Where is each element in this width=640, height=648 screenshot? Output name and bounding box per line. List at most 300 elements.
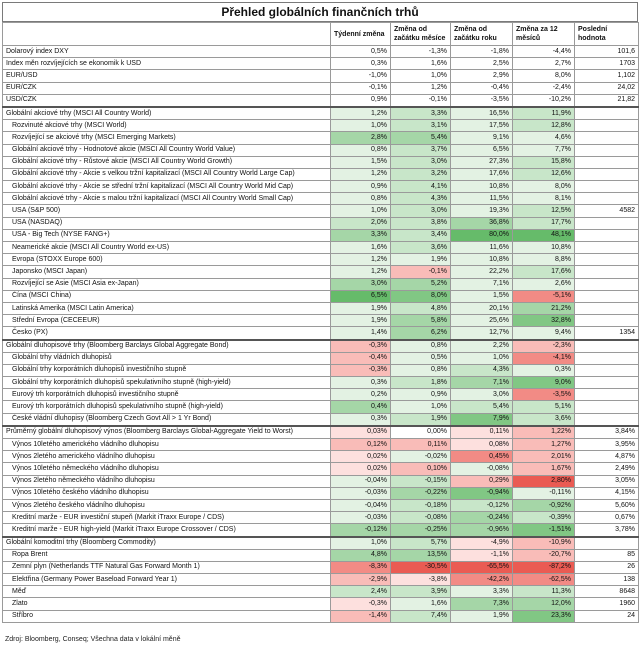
cell-ytd: -1,8% <box>451 46 513 58</box>
cell-weekly: -0,03% <box>331 487 391 499</box>
table-row <box>3 144 639 156</box>
cell-12m: 8,8% <box>513 254 575 266</box>
row-label: USA - Big Tech (NYSE FANG+) <box>3 229 331 241</box>
cell-ytd: 7,1% <box>451 377 513 389</box>
row-label: Globální trhy vládních dluhopisů <box>3 352 331 364</box>
cell-last: 8648 <box>575 586 639 598</box>
cell-ytd: 0,45% <box>451 451 513 463</box>
cell-weekly: 0,02% <box>331 451 391 463</box>
cell-ytd: 3,0% <box>451 389 513 401</box>
row-label: Kreditní marže - EUR investiční stupeň (Markit iTraxx Europe / CDS) <box>3 512 331 524</box>
cell-last <box>575 168 639 180</box>
cell-mtd: -0,22% <box>391 487 451 499</box>
cell-last <box>575 401 639 413</box>
cell-ytd: 9,1% <box>451 132 513 144</box>
cell-12m: 12,8% <box>513 120 575 132</box>
header-12m: Změna za 12 měsíců <box>513 23 575 46</box>
cell-last <box>575 352 639 364</box>
cell-12m: 21,2% <box>513 302 575 314</box>
cell-weekly: 2,0% <box>331 217 391 229</box>
cell-last <box>575 229 639 241</box>
cell-weekly: 0,3% <box>331 413 391 426</box>
table-row <box>3 610 639 622</box>
cell-mtd: 0,9% <box>391 389 451 401</box>
row-label: USD/CZK <box>3 94 331 107</box>
cell-12m: 3,6% <box>513 413 575 426</box>
cell-mtd: 3,9% <box>391 586 451 598</box>
cell-last <box>575 389 639 401</box>
cell-last: 0,67% <box>575 512 639 524</box>
cell-ytd: -3,5% <box>451 94 513 107</box>
table-row <box>3 156 639 168</box>
cell-12m: 4,6% <box>513 132 575 144</box>
cell-12m: 10,8% <box>513 242 575 254</box>
cell-weekly: 0,8% <box>331 193 391 205</box>
cell-last <box>575 132 639 144</box>
cell-mtd: 6,2% <box>391 327 451 340</box>
table-row <box>3 401 639 413</box>
table-row <box>3 70 639 82</box>
table-row <box>3 413 639 426</box>
row-label: Globální dluhopisové trhy (Bloomberg Barclays Global Aggregate Bond) <box>3 340 331 353</box>
cell-ytd: 2,5% <box>451 58 513 70</box>
table-row <box>3 340 639 353</box>
cell-ytd: 3,3% <box>451 586 513 598</box>
cell-last: 1,102 <box>575 70 639 82</box>
table-row <box>3 574 639 586</box>
cell-ytd: 7,9% <box>451 413 513 426</box>
table-row <box>3 181 639 193</box>
table-row <box>3 278 639 290</box>
cell-12m: -87,2% <box>513 561 575 573</box>
source-note: Zdroj: Bloomberg, Conseq; Všechna data v lokální měně <box>5 636 181 643</box>
cell-ytd: 0,11% <box>451 426 513 439</box>
cell-12m: 2,01% <box>513 451 575 463</box>
table-row <box>3 549 639 561</box>
cell-12m: -1,51% <box>513 524 575 537</box>
cell-mtd: -0,25% <box>391 524 451 537</box>
cell-12m: 9,0% <box>513 377 575 389</box>
cell-last: 3,84% <box>575 426 639 439</box>
cell-last: 5,60% <box>575 499 639 511</box>
cell-weekly: 0,3% <box>331 58 391 70</box>
cell-last <box>575 193 639 205</box>
row-label: Latinská Amerika (MSCI Latin America) <box>3 302 331 314</box>
table-row <box>3 193 639 205</box>
table-row <box>3 229 639 241</box>
cell-last: 4,87% <box>575 451 639 463</box>
table-row <box>3 266 639 278</box>
table-row <box>3 524 639 537</box>
cell-weekly: 0,2% <box>331 389 391 401</box>
cell-ytd: 17,6% <box>451 168 513 180</box>
cell-weekly: 1,6% <box>331 242 391 254</box>
row-label: Japonsko (MSCI Japan) <box>3 266 331 278</box>
cell-ytd: 22,2% <box>451 266 513 278</box>
table-row <box>3 463 639 475</box>
row-label: Měď <box>3 586 331 598</box>
table-row <box>3 487 639 499</box>
cell-12m: 1,67% <box>513 463 575 475</box>
row-label: Globální trhy korporátních dluhopisů investičního stupně <box>3 364 331 376</box>
table-row <box>3 598 639 610</box>
row-label: Globální komoditní trhy (Bloomberg Commodity) <box>3 537 331 550</box>
cell-12m: -10,2% <box>513 94 575 107</box>
cell-last <box>575 315 639 327</box>
cell-last <box>575 181 639 193</box>
cell-last <box>575 242 639 254</box>
cell-weekly: 1,4% <box>331 327 391 340</box>
cell-ytd: 12,7% <box>451 327 513 340</box>
cell-last: 3,95% <box>575 439 639 451</box>
cell-ytd: 1,9% <box>451 610 513 622</box>
cell-last <box>575 217 639 229</box>
table-header-row <box>3 23 639 46</box>
cell-mtd: 0,5% <box>391 352 451 364</box>
cell-mtd: 4,8% <box>391 302 451 314</box>
row-label: Eurový trh korporátních dluhopisů spekulativního stupně (high-yield) <box>3 401 331 413</box>
cell-weekly: 0,02% <box>331 463 391 475</box>
cell-12m: -62,5% <box>513 574 575 586</box>
cell-ytd: 6,5% <box>451 144 513 156</box>
row-label: Výnos 2letého amerického vládního dluhopisu <box>3 451 331 463</box>
cell-weekly: 1,2% <box>331 266 391 278</box>
cell-weekly: 0,5% <box>331 46 391 58</box>
cell-weekly: 0,12% <box>331 439 391 451</box>
cell-12m: 9,4% <box>513 327 575 340</box>
cell-weekly: 4,8% <box>331 549 391 561</box>
cell-12m: 11,3% <box>513 586 575 598</box>
cell-last: 4,15% <box>575 487 639 499</box>
cell-last <box>575 144 639 156</box>
cell-weekly: 0,9% <box>331 181 391 193</box>
row-label: Výnos 10letého amerického vládního dluhopisu <box>3 439 331 451</box>
cell-weekly: -0,04% <box>331 499 391 511</box>
cell-weekly: 0,03% <box>331 426 391 439</box>
cell-mtd: 1,6% <box>391 58 451 70</box>
table-row <box>3 132 639 144</box>
table-row <box>3 82 639 94</box>
cell-12m: 5,1% <box>513 401 575 413</box>
table-row <box>3 94 639 107</box>
row-label: Rozvíjející se Asie (MSCI Asia ex-Japan) <box>3 278 331 290</box>
cell-mtd: 1,0% <box>391 70 451 82</box>
cell-mtd: -0,18% <box>391 499 451 511</box>
cell-last: 24,02 <box>575 82 639 94</box>
cell-last: 26 <box>575 561 639 573</box>
table-row <box>3 389 639 401</box>
cell-weekly: -1,0% <box>331 70 391 82</box>
table-row <box>3 586 639 598</box>
row-label: EUR/CZK <box>3 82 331 94</box>
cell-12m: -4,4% <box>513 46 575 58</box>
cell-mtd: 0,11% <box>391 439 451 451</box>
cell-ytd: 16,5% <box>451 107 513 120</box>
cell-last <box>575 413 639 426</box>
cell-mtd: 8,0% <box>391 290 451 302</box>
cell-ytd: -0,24% <box>451 512 513 524</box>
cell-12m: 12,5% <box>513 205 575 217</box>
table-row <box>3 242 639 254</box>
cell-weekly: 1,2% <box>331 107 391 120</box>
cell-12m: 48,1% <box>513 229 575 241</box>
cell-mtd: 4,1% <box>391 181 451 193</box>
cell-mtd: 1,8% <box>391 377 451 389</box>
row-label: Elektřina (Germany Power Baseload Forward Year 1) <box>3 574 331 586</box>
cell-mtd: 3,0% <box>391 156 451 168</box>
cell-last: 85 <box>575 549 639 561</box>
cell-weekly: 1,0% <box>331 205 391 217</box>
cell-last <box>575 537 639 550</box>
cell-ytd: 10,8% <box>451 181 513 193</box>
cell-weekly: 1,0% <box>331 537 391 550</box>
cell-last: 3,05% <box>575 475 639 487</box>
cell-weekly: 6,5% <box>331 290 391 302</box>
cell-ytd: 2,2% <box>451 340 513 353</box>
cell-mtd: 3,1% <box>391 120 451 132</box>
cell-last <box>575 254 639 266</box>
cell-weekly: -8,3% <box>331 561 391 573</box>
row-label: Evropa (STOXX Europe 600) <box>3 254 331 266</box>
row-label: Globální trhy korporátních dluhopisů spekulativního stupně (high-yield) <box>3 377 331 389</box>
cell-mtd: 5,4% <box>391 132 451 144</box>
table-row <box>3 451 639 463</box>
table-row <box>3 217 639 229</box>
cell-12m: -5,1% <box>513 290 575 302</box>
row-label: Výnos 2letého německého vládního dluhopisu <box>3 475 331 487</box>
table-row <box>3 561 639 573</box>
cell-mtd: -0,1% <box>391 266 451 278</box>
table-row <box>3 537 639 550</box>
row-label: Rozvinuté akciové trhy (MSCI World) <box>3 120 331 132</box>
cell-mtd: 3,0% <box>391 205 451 217</box>
cell-last <box>575 377 639 389</box>
table-row <box>3 120 639 132</box>
cell-mtd: -0,02% <box>391 451 451 463</box>
cell-weekly: 2,8% <box>331 132 391 144</box>
cell-12m: -10,9% <box>513 537 575 550</box>
cell-12m: -4,1% <box>513 352 575 364</box>
row-label: České vládní dluhopisy (Bloomberg Czech Govt All > 1 Yr Bond) <box>3 413 331 426</box>
table-row <box>3 302 639 314</box>
cell-mtd: -3,8% <box>391 574 451 586</box>
cell-last <box>575 266 639 278</box>
cell-last <box>575 278 639 290</box>
cell-mtd: -0,1% <box>391 94 451 107</box>
cell-last: 24 <box>575 610 639 622</box>
cell-12m: 2,7% <box>513 58 575 70</box>
cell-ytd: -42,2% <box>451 574 513 586</box>
row-label: Výnos 2letého českého vládního dluhopisu <box>3 499 331 511</box>
cell-12m: 8,0% <box>513 181 575 193</box>
header-mtd: Změna od začátku měsíce <box>391 23 451 46</box>
table-row <box>3 352 639 364</box>
header-label <box>3 23 331 46</box>
row-label: Zemní plyn (Netherlands TTF Natural Gas Forward Month 1) <box>3 561 331 573</box>
cell-last <box>575 120 639 132</box>
cell-last <box>575 290 639 302</box>
cell-ytd: 17,5% <box>451 120 513 132</box>
cell-12m: -2,4% <box>513 82 575 94</box>
cell-ytd: 20,1% <box>451 302 513 314</box>
cell-12m: 2,80% <box>513 475 575 487</box>
cell-ytd: 19,3% <box>451 205 513 217</box>
cell-mtd: 7,4% <box>391 610 451 622</box>
cell-mtd: -0,08% <box>391 512 451 524</box>
cell-12m: 32,8% <box>513 315 575 327</box>
row-label: Průměrný globální dluhopisový výnos (Bloomberg Barclays Global-Aggregate Yield to Worst) <box>3 426 331 439</box>
cell-ytd: 10,8% <box>451 254 513 266</box>
cell-12m: -2,3% <box>513 340 575 353</box>
cell-mtd: 5,8% <box>391 315 451 327</box>
cell-mtd: 1,9% <box>391 254 451 266</box>
cell-ytd: -0,4% <box>451 82 513 94</box>
cell-mtd: 1,6% <box>391 598 451 610</box>
cell-ytd: -0,08% <box>451 463 513 475</box>
table-row <box>3 205 639 217</box>
cell-mtd: 0,00% <box>391 426 451 439</box>
market-table <box>2 22 639 623</box>
cell-ytd: -0,12% <box>451 499 513 511</box>
row-label: Dolarový index DXY <box>3 46 331 58</box>
cell-ytd: 80,0% <box>451 229 513 241</box>
cell-weekly: -2,9% <box>331 574 391 586</box>
cell-ytd: 2,9% <box>451 70 513 82</box>
cell-last: 101,6 <box>575 46 639 58</box>
cell-weekly: 1,0% <box>331 120 391 132</box>
row-label: Rozvíjející se akciové trhy (MSCI Emerging Markets) <box>3 132 331 144</box>
cell-12m: 8,0% <box>513 70 575 82</box>
cell-ytd: 0,29% <box>451 475 513 487</box>
cell-ytd: 36,8% <box>451 217 513 229</box>
page-title: Přehled globálních finančních trhů <box>2 2 638 22</box>
cell-ytd: 4,3% <box>451 364 513 376</box>
row-label: EUR/USD <box>3 70 331 82</box>
cell-ytd: 7,1% <box>451 278 513 290</box>
cell-weekly: 0,8% <box>331 144 391 156</box>
cell-last <box>575 156 639 168</box>
cell-12m: 8,1% <box>513 193 575 205</box>
cell-ytd: 1,0% <box>451 352 513 364</box>
cell-mtd: 1,0% <box>391 401 451 413</box>
row-label: Ropa Brent <box>3 549 331 561</box>
cell-12m: 0,3% <box>513 364 575 376</box>
cell-last: 2,49% <box>575 463 639 475</box>
cell-last: 138 <box>575 574 639 586</box>
cell-mtd: 5,2% <box>391 278 451 290</box>
row-label: Globální akciové trhy - Akcie s malou tržní kapitalizací (MSCI All Country World Small Cap) <box>3 193 331 205</box>
cell-ytd: -1,1% <box>451 549 513 561</box>
row-label: Globální akciové trhy - Hodnotové akcie (MSCI All Country World Value) <box>3 144 331 156</box>
cell-weekly: 0,3% <box>331 377 391 389</box>
cell-ytd: 11,5% <box>451 193 513 205</box>
table-body <box>3 46 639 623</box>
cell-weekly: 1,9% <box>331 315 391 327</box>
row-label: Globální akciové trhy - Akcie s velkou tržní kapitalizací (MSCI All Country World Large Cap) <box>3 168 331 180</box>
cell-mtd: 3,4% <box>391 229 451 241</box>
cell-ytd: 0,08% <box>451 439 513 451</box>
row-label: Výnos 10letého českého vládního dluhopisu <box>3 487 331 499</box>
cell-12m: -0,11% <box>513 487 575 499</box>
cell-mtd: 0,8% <box>391 364 451 376</box>
cell-ytd: 25,6% <box>451 315 513 327</box>
cell-weekly: -0,04% <box>331 475 391 487</box>
cell-weekly: -0,1% <box>331 82 391 94</box>
cell-mtd: -1,3% <box>391 46 451 58</box>
cell-mtd: 13,5% <box>391 549 451 561</box>
row-label: Výnos 10letého německého vládního dluhopisu <box>3 463 331 475</box>
row-label: USA (NASDAQ) <box>3 217 331 229</box>
row-label: Čína (MSCI China) <box>3 290 331 302</box>
cell-mtd: 3,6% <box>391 242 451 254</box>
cell-mtd: 1,2% <box>391 82 451 94</box>
cell-mtd: 3,3% <box>391 107 451 120</box>
cell-weekly: 1,2% <box>331 168 391 180</box>
cell-12m: 17,6% <box>513 266 575 278</box>
cell-last: 21,82 <box>575 94 639 107</box>
cell-mtd: 4,3% <box>391 193 451 205</box>
cell-12m: -20,7% <box>513 549 575 561</box>
header-weekly: Týdenní změna <box>331 23 391 46</box>
header-ytd: Změna od začátku roku <box>451 23 513 46</box>
cell-weekly: 2,4% <box>331 586 391 598</box>
cell-12m: -0,92% <box>513 499 575 511</box>
cell-weekly: 3,3% <box>331 229 391 241</box>
table-row <box>3 46 639 58</box>
row-label: Střední Evropa (CECEEUR) <box>3 315 331 327</box>
cell-12m: 1,22% <box>513 426 575 439</box>
table-row <box>3 512 639 524</box>
cell-ytd: 5,4% <box>451 401 513 413</box>
cell-mtd: -0,15% <box>391 475 451 487</box>
cell-last <box>575 302 639 314</box>
cell-mtd: -30,5% <box>391 561 451 573</box>
table-row <box>3 254 639 266</box>
table-row <box>3 107 639 120</box>
cell-12m: -3,5% <box>513 389 575 401</box>
cell-12m: -0,39% <box>513 512 575 524</box>
cell-mtd: 3,7% <box>391 144 451 156</box>
cell-weekly: -0,3% <box>331 364 391 376</box>
cell-mtd: 0,10% <box>391 463 451 475</box>
row-label: Česko (PX) <box>3 327 331 340</box>
table-row <box>3 439 639 451</box>
cell-12m: 23,3% <box>513 610 575 622</box>
cell-12m: 1,27% <box>513 439 575 451</box>
row-label: Globální akciové trhy - Akcie se střední tržní kapitalizací (MSCI All Country World Mid Cap) <box>3 181 331 193</box>
table-row <box>3 377 639 389</box>
table-row <box>3 58 639 70</box>
cell-ytd: -65,5% <box>451 561 513 573</box>
cell-12m: 12,0% <box>513 598 575 610</box>
cell-ytd: 7,3% <box>451 598 513 610</box>
cell-weekly: 1,9% <box>331 302 391 314</box>
cell-last <box>575 340 639 353</box>
cell-weekly: -0,12% <box>331 524 391 537</box>
cell-last: 4582 <box>575 205 639 217</box>
cell-weekly: -0,4% <box>331 352 391 364</box>
cell-mtd: 3,2% <box>391 168 451 180</box>
cell-weekly: -0,3% <box>331 340 391 353</box>
table-row <box>3 315 639 327</box>
cell-last: 1960 <box>575 598 639 610</box>
row-label: Globální akciové trhy (MSCI All Country World) <box>3 107 331 120</box>
cell-weekly: 1,5% <box>331 156 391 168</box>
row-label: Globální akciové trhy - Růstové akcie (MSCI All Country World Growth) <box>3 156 331 168</box>
row-label: Kreditní marže - EUR high-yield (Markit iTraxx Europe Crossover / CDS) <box>3 524 331 537</box>
table-row <box>3 168 639 180</box>
header-last: Poslední hodnota <box>575 23 639 46</box>
